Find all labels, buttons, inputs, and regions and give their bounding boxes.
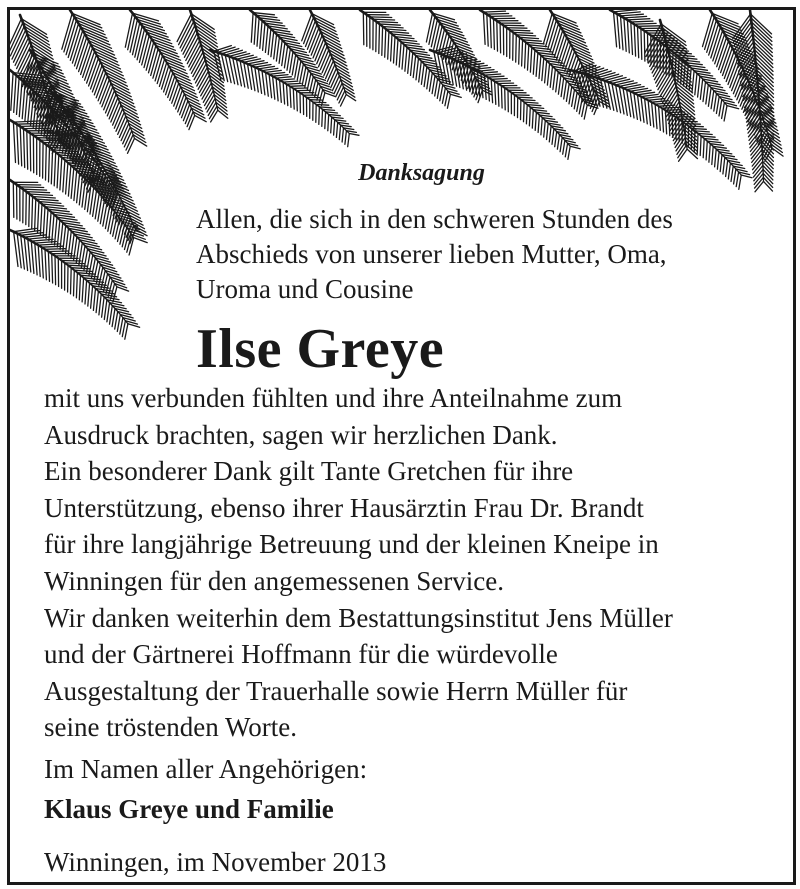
body-line: Ausgestaltung der Trauerhalle sowie Herrn Müller für — [44, 675, 628, 706]
body-line: mit uns verbunden fühlten und ihre Anteilnahme zum — [44, 383, 623, 413]
intro-line: Uroma und Cousine — [196, 274, 414, 304]
intro-line: Abschieds von unserer lieben Mutter, Oma, — [196, 239, 667, 269]
closing-phrase: Im Namen aller Angehörigen: — [44, 754, 368, 784]
body-line: für ihre langjährige Betreuung und der kleinen Kneipe in — [44, 529, 659, 560]
body-line: Unterstützung, ebenso ihrer Hausärztin Frau Dr. Brandt — [44, 492, 644, 523]
body-line: Ein besonderer Dank gilt Tante Gretchen für ihre — [44, 456, 574, 487]
body-line: und der Gärtnerei Hoffmann für die würdevolle — [44, 639, 558, 670]
place-date: Winningen, im November 2013 — [44, 847, 387, 877]
notice-heading: Danksagung — [358, 160, 485, 186]
intro-text — [196, 202, 673, 307]
body-line: Winningen für den angemessenen Service. — [44, 565, 505, 596]
body-line: Wir danken weiterhin dem Bestattungsinstitut Jens Müller — [44, 602, 673, 633]
body-line: seine tröstenden Worte. — [44, 712, 298, 743]
body-line: Ausdruck brachten, sagen wir herzlichen Dank. — [44, 419, 558, 450]
body-text — [44, 380, 673, 746]
intro-line: Allen, die sich in den schweren Stunden des — [196, 204, 673, 234]
signature: Klaus Greye und Familie — [44, 794, 334, 824]
obituary-notice — [7, 7, 796, 885]
deceased-name: Ilse Greye — [196, 318, 445, 380]
